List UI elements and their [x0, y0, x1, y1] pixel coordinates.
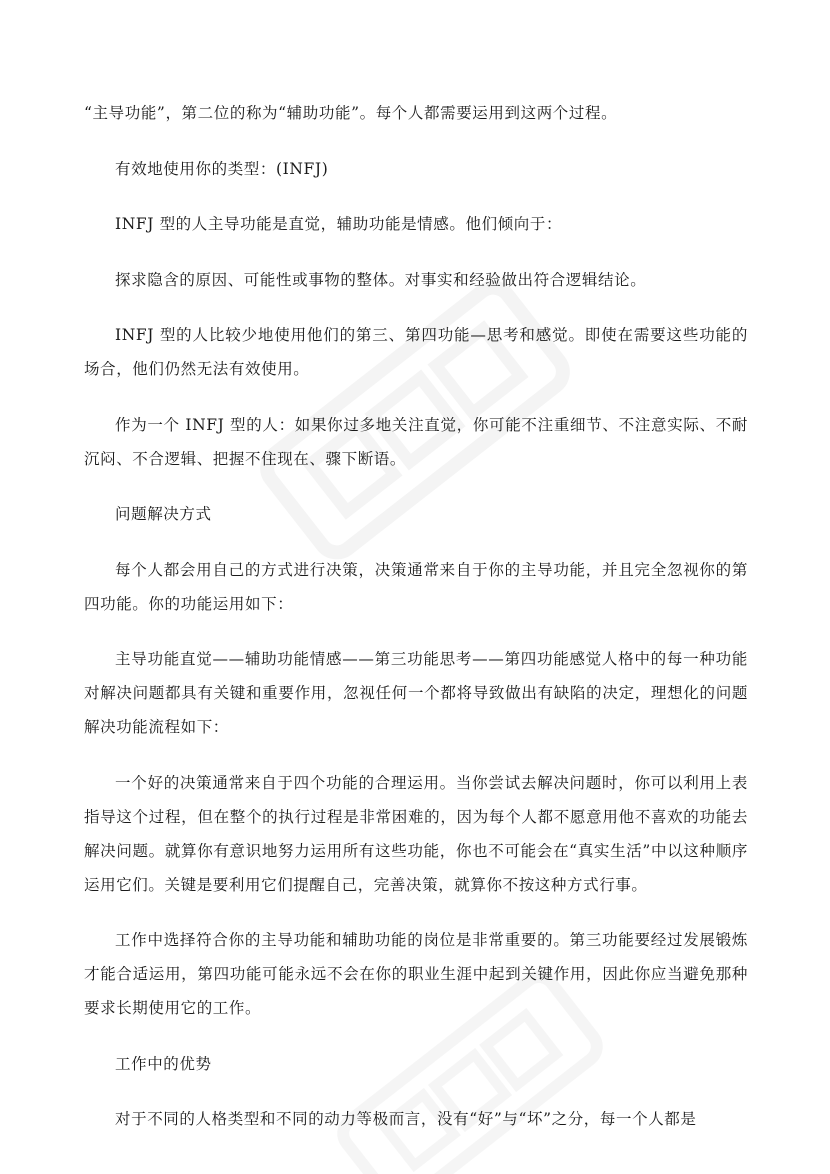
paragraph-1: “主导功能”，第二位的称为“辅助功能”。每个人都需要运用到这两个过程。	[84, 104, 618, 122]
section-heading-work-strengths: 工作中的优势	[115, 1054, 212, 1073]
paragraph-13: 对于不同的人格类型和不同的动力等极而言，没有“好”与“坏”之分，每一个人都是	[115, 1110, 697, 1128]
paragraph-6: 作为一个 INFJ 型的人：如果你过多地关注直觉，你可能不注重细节、不注意实际、不耐沉闷、不合逻辑、把握不住现在、骤下断语。	[84, 415, 748, 468]
paragraph-5: INFJ 型的人比较少地使用他们的第三、第四功能—思考和感觉。即使在需要这些功能的场合，他们仍然无法有效使用。	[84, 326, 748, 378]
paragraph-4: 探求隐含的原因、可能性或事物的整体。对事实和经验做出符合逻辑结论。	[115, 270, 647, 289]
paragraph-8: 每个人都会用自己的方式进行决策，决策通常来自于你的主导功能，并且完全忽视你的第四功能。你的功能运用如下：	[84, 560, 748, 613]
section-heading-problem-solving: 问题解决方式	[115, 505, 212, 523]
paragraph-2: 有效地使用你的类型：(INFJ)	[115, 159, 329, 178]
paragraph-11: 工作中选择符合你的主导功能和辅助功能的岗位是非常重要的。第三功能要经过发展锻炼才能合适运用，第四功能可能永远不会在你的职业生涯中起到关键作用，因此你应当避免那种要求长期使用它的工作。	[84, 931, 748, 1017]
paragraph-10: 一个好的决策通常来自于四个功能的合理运用。当你尝试去解决问题时，你可以利用上表指导这个过程，但在整个的执行过程是非常困难的，因为每个人都不愿意用他不喜欢的功能去解决问题。就算你有意识地努力运用所有这些功能，你也不可能会在“真实生活”中以这种顺序运用它们。关键是要利用它们提醒自己，完善决策，就算你不按这种方式行事。	[84, 773, 748, 894]
paragraph-3: INFJ 型的人主导功能是直觉，辅助功能是情感。他们倾向于：	[115, 215, 563, 233]
paragraph-9: 主导功能直觉——辅助功能情感——第三功能思考——第四功能感觉人格中的每一种功能对解决问题都具有关键和重要作用，忽视任何一个都将导致做出有缺陷的决定，理想化的问题解决功能流程如下：	[84, 650, 748, 736]
document-body	[84, 96, 748, 1158]
